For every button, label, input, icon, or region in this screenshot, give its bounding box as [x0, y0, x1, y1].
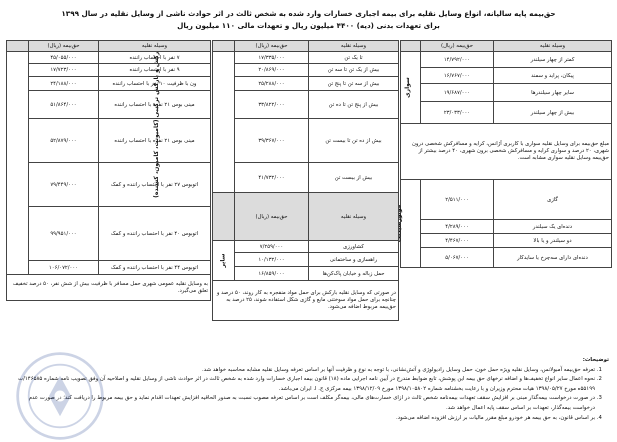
table-row-value: ۵۱/۸۶۴/۰۰۰ — [29, 91, 99, 119]
table-row-label: گازی — [494, 180, 612, 220]
right-table — [395, 40, 612, 268]
column-header-vehicle: وسیله نقلیه — [309, 193, 399, 241]
table-row-value: ۲۰/۸۶۹/۰۰۰ — [235, 64, 309, 77]
table-row-value: ۱۶/۸۵۹/۰۰۰ — [235, 267, 309, 281]
table-row-label: تا یک تن — [309, 52, 399, 64]
table-row-label: کمتر از چهار سیلندر — [494, 52, 612, 68]
table-row-value: ۲۵/۲۸۸/۰۰۰ — [235, 77, 309, 91]
table-row-label: حمل زباله و خیابان پاک‌کن‌ها — [309, 267, 399, 281]
column-header-premium: حق‌بیمه (ریال) — [235, 193, 309, 241]
table-row-value: ۴/۴۶۷/۰۰۰ — [421, 234, 494, 248]
table-row-label: کشاورزی — [309, 241, 399, 253]
table-row-label: دنده‌ای یک سیلندر — [494, 220, 612, 234]
table-row-value: ۱۰۶/۰۷۲/۰۰۰ — [29, 261, 99, 275]
table-row-label: بیش از بیست تن — [309, 163, 399, 193]
table-row-value: ۱۶/۷۶۷/۰۰۰ — [421, 68, 494, 84]
table-row-label: بیش از پنج تن تا ده تن — [309, 91, 399, 119]
category-savari: سواری — [401, 52, 421, 124]
table-row-value: ۴/۲۸۹/۰۰۰ — [421, 220, 494, 234]
table-row-value: ۷۹/۴۴۹/۰۰۰ — [29, 163, 99, 207]
notes-heading: توضیحات: — [582, 357, 609, 363]
table-row-value: ۱۹/۶۸۷/۰۰۰ — [421, 84, 494, 102]
table-row-label: دو سیلندر و یا بالا — [494, 234, 612, 248]
table-row-value: ۴۵/۰۵۵/۰۰۰ — [29, 52, 99, 64]
table-row-label: ون با ظرفیت ۱۰ نفر با احتساب راننده — [99, 77, 211, 91]
category-otokar — [7, 52, 29, 275]
note-item: 3. در صورت درخواست بیمه‌گذار مبنی بر افزایش سقف تعهدات بیمه‌نامه شخص ثالث در ازای خسارت‌های مالی، بیمه‌گر مکلف است بر اساس تعرفه مصوب نسبت به صدور الحاقیه افزایش تعهدات اقدام نماید و حق بیمه مربوط را دریافت کند؛ در صورت عدم درخواست بیمه‌گذار، تعهدات بر اساس سقف پایه اعمال خواهد شد. — [8, 394, 595, 413]
table-row-value: ۵۲/۸۷۹/۰۰۰ — [29, 119, 99, 163]
otokar-note: به وسایل نقلیه عمومی شهری حمل مسافر با ظرفیت بیش از شش نفر، ۵۰ درصد تخفیف تعلق می‌گیرد. — [7, 275, 211, 301]
table-row-label: بیش از ده تن تا بیست تن — [309, 119, 399, 163]
table-row-value: ۱۰/۱۳۲/۰۰۰ — [235, 253, 309, 267]
table-row-value: ۳۹/۳۶۷/۰۰۰ — [235, 119, 309, 163]
table-row-value: ۲۳/۰۳۳/۰۰۰ — [421, 102, 494, 124]
category-motorcycle: موتورسیکلت — [401, 180, 421, 268]
table-row-value: ۹۹/۹۵۱/۰۰۰ — [29, 207, 99, 261]
table-row-label: مینی بوس ۲۱ نفره با احتساب راننده — [99, 91, 211, 119]
table-row-value: ۲/۵۱۱/۰۰۰ — [421, 180, 494, 220]
column-header-vehicle: وسیله نقلیه — [99, 41, 211, 52]
table-row-value: ۱۷/۳۳۵/۰۰۰ — [235, 52, 309, 64]
column-header-vehicle: وسیله نقلیه — [494, 41, 612, 52]
left-table — [6, 40, 211, 301]
table-row-value: ۷/۲۵۹/۰۰۰ — [235, 241, 309, 253]
table-row-label: اتوبوس ۴۰ نفر با احتساب راننده و کمک — [99, 207, 211, 261]
table-row-label: اتوبوس ۲۷ نفر با احتساب راننده و کمک — [99, 163, 211, 207]
table-row-label: راهسازی و ساختمانی — [309, 253, 399, 267]
document-title: حق‌بیمه پایه سالیانه، انواع وسایل نقلیه برای بیمه اجباری خسارات وارد شده به شخص ثالث در اثر حوادث ناشی از وسایل نقلیه در سال ۱۳۹۹ — [61, 9, 556, 18]
table-row-label: بیش از چهار سیلندر — [494, 102, 612, 124]
table-row-value: ۵/۰۶۷/۰۰۰ — [421, 248, 494, 268]
category-bari: بارکش و بارکش ترکیبی (کامیونت، کامیون، کشنده) — [213, 52, 235, 193]
table-row-label: بیش از یک تن تا سه تن — [309, 64, 399, 77]
document-subtitle: برای تعهدات بدنی (دیه) ۴۴۰۰ میلیون ریال و تعهدات مالی ۱۱۰ میلیون ریال — [177, 21, 440, 30]
savari-note: مبلغ حق‌بیمه برای وسایل نقلیه سواری با کاربری آژانس، کرایه و مسافرکش شخصی درون شهری، ۲۰ درصد و سواری کرایه و مسافرکش شخصی برون شهری، ۴۰ درصد بیشتر از حق‌بیمه وسایل نقلیه سواری مشابه است. — [401, 124, 612, 180]
note-item: 2. نحوه اعمال سایر انواع تخفیف‌ها و اضافه نرخهای حق بیمه این پوشش، تابع ضوابط مندرج در آیین نامه اجرایی ماده (۱۸) قانون بیمه اجباری خسارات وارد شده به شخص ثالث در اثر حوادث ناشی از وسایل نقلیه و اصلاحیه آن وفق تصویب نامه شماره ۱۴۶۵۸۵/ت ۵۵۱۹۹ه مورخ ۱۳۹۸/۰۵/۲۷ هیات محترم وزیران و با رعایت بخشنامه شماره ۱۳۹۸/۱۰۵۸۰۲ مورخ ۱۳۹۸/۱۲/۰۹ بیمه مرکزی ج. ا. ایران می‌باشد. — [8, 375, 595, 394]
table-row-label: مینی بوس ۲۱ نفره با احتساب راننده — [99, 119, 211, 163]
column-header-premium: حق‌بیمه (ریال) — [421, 41, 494, 52]
table-row-label: اتوبوس ۴۴ نفر با احتساب راننده و کمک — [99, 261, 211, 275]
table-row-value: ۱۴/۷۹۲/۰۰۰ — [421, 52, 494, 68]
table-row-value: ۳۳/۸۲۲/۰۰۰ — [235, 91, 309, 119]
table-row-value: ۴۱/۷۳۲/۰۰۰ — [235, 163, 309, 193]
category-sayer: سایر — [213, 241, 235, 281]
note-item: 4. بر اساس قانون، به حق بیمه هر خودرو مبلغ مقرر مالیات بر ارزش افزوده اضافه می‌شود. — [8, 414, 595, 424]
column-header-premium: حق‌بیمه (ریال) — [29, 41, 99, 52]
column-header-vehicle: وسیله نقلیه — [309, 41, 399, 52]
column-header-premium: حق‌بیمه (ریال) — [235, 41, 309, 52]
table-row-label: دنده‌ای دارای سه‌چرخ یا سایدکار — [494, 248, 612, 268]
organization-seal-icon — [14, 350, 106, 442]
table-row-label: پیکان، پراید و سمند — [494, 68, 612, 84]
table-row-label: ۹ نفر با احتساب راننده — [99, 64, 211, 77]
table-row-label: سایر چهار سیلندرها — [494, 84, 612, 102]
table-row-label: ۷ نفر با احتساب راننده — [99, 52, 211, 64]
table-row-value: ۲۴/۱۸۸/۰۰۰ — [29, 77, 99, 91]
note-item: 1. تعرفه حق‌بیمه آمبولانس، وسایل نقلیه ویژه حمل خون، حمل وسایل رادیولوژی و آتش‌نشانی، با توجه به نوع و ظرفیت آنها بر اساس تعرفه وسایل نقلیه مشابه محاسبه خواهد شد. — [8, 366, 595, 376]
bari-note: در صورتی که وسایل نقلیه بارکش برای حمل مواد منفجره به کار روند، ۵۰ درصد و چنانچه برای حمل مواد سوختنی مایع و گازی شکل استفاده شوند، ۲۵ درصد به حق‌بیمه مربوط اضافه می‌شود. — [213, 281, 399, 321]
table-row-value: ۱۷/۷۲۳/۰۰۰ — [29, 64, 99, 77]
table-row-label: بیش از سه تن تا پنج تن — [309, 77, 399, 91]
